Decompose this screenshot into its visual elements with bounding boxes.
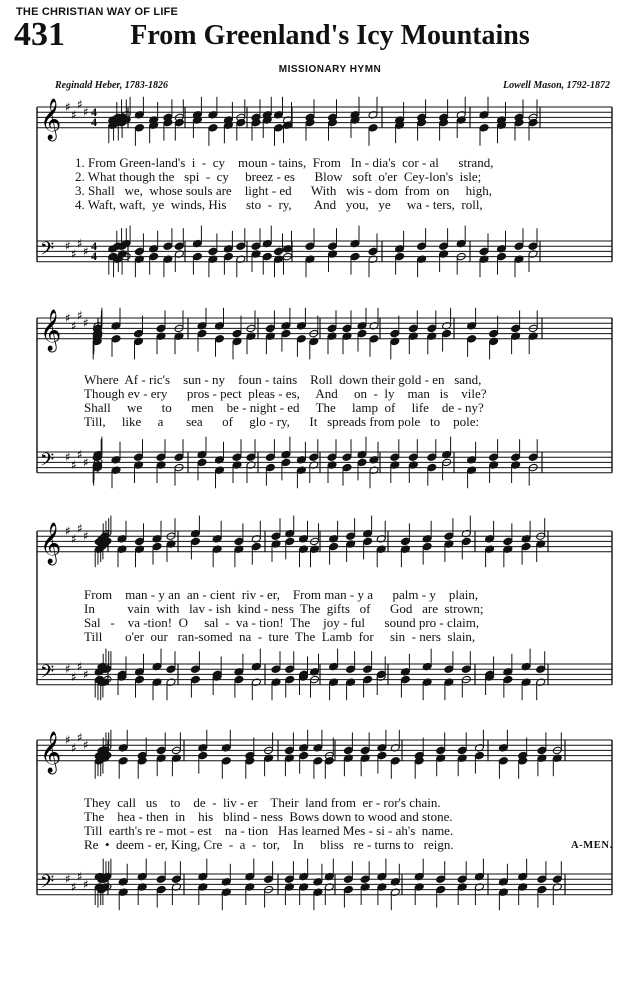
note-head [390, 329, 400, 338]
note-head [299, 751, 309, 760]
note-head [134, 329, 144, 338]
note-head [265, 453, 275, 462]
sharp-sign: ♯ [83, 877, 89, 892]
time-signature: 4 [91, 249, 97, 263]
note-head [343, 885, 353, 894]
note-head [357, 329, 367, 338]
lyric-line: 1. From Green-land's i - cy moun - tains, From In - dia's cor - al strand, [75, 155, 494, 170]
note-head [350, 252, 360, 261]
note-head [436, 885, 446, 894]
note-head [236, 242, 246, 251]
lyric-line: Till earth's re - mot - est na - tion Has learned Mes - si - ah's name. [84, 823, 454, 838]
note-head [343, 746, 353, 755]
lyric-line: Till o'er our ran-somed na - ture The Lamb for sin - ners slain, [84, 629, 476, 644]
sharp-sign: ♯ [71, 458, 77, 472]
note-head [436, 875, 446, 884]
sharp-sign: ♯ [83, 316, 89, 331]
note-head [215, 335, 225, 344]
note-head [474, 751, 484, 760]
note-head [198, 751, 208, 760]
sharp-sign: ♯ [65, 872, 71, 887]
note-head [285, 675, 295, 684]
sharp-sign: ♯ [77, 521, 83, 536]
note-head [118, 757, 128, 766]
sharp-sign: ♯ [71, 740, 77, 755]
sharp-sign: ♯ [77, 659, 83, 674]
note-head [363, 537, 373, 546]
note-head [427, 463, 437, 472]
note-head [461, 665, 471, 674]
note-head [427, 324, 437, 333]
sharp-sign: ♯ [83, 244, 89, 259]
note-head [342, 324, 352, 333]
sharp-sign: ♯ [77, 447, 83, 462]
note-head [427, 453, 437, 462]
note-head [156, 746, 166, 755]
note-head [444, 665, 454, 674]
note-head [149, 252, 159, 261]
note-head [537, 746, 547, 755]
note-head [271, 532, 281, 541]
note-head [284, 746, 294, 755]
sharp-sign: ♯ [65, 450, 71, 465]
note-head [208, 124, 218, 133]
note-head [152, 542, 162, 551]
note-head [436, 746, 446, 755]
lyric-line: In vain with lav - ish kind - ness The gifts of God are strown; [84, 601, 484, 616]
note-head [156, 885, 166, 894]
note-head [408, 324, 418, 333]
note-head [528, 453, 538, 462]
lyric-line: They call us to de - liv - er Their land from er - ror's chain. [84, 795, 441, 810]
sharp-sign: ♯ [71, 107, 77, 122]
note-head [281, 329, 291, 338]
note-head [552, 875, 562, 884]
note-head [246, 453, 256, 462]
lyric-line: The hea - then in his blind - ness Bows down to wood and stone. [84, 809, 453, 824]
sharp-sign: ♯ [77, 308, 83, 323]
note-head [537, 875, 547, 884]
note-head [357, 458, 367, 467]
sharp-sign: ♯ [83, 105, 89, 120]
note-head [327, 324, 337, 333]
note-head [234, 537, 244, 546]
note-head [368, 247, 378, 256]
bass-clef: 𝄢 [40, 239, 55, 264]
sharp-sign: ♯ [83, 667, 89, 682]
note-head [134, 453, 144, 462]
note-head [342, 463, 352, 472]
sharp-sign: ♯ [71, 247, 77, 261]
sharp-sign: ♯ [65, 733, 71, 747]
lyric-line: Sal - va -tion! O sal - va - tion! The joy - ful sound pro - claim, [84, 615, 480, 630]
sharp-sign: ♯ [83, 455, 89, 470]
lyric-line: Re • deem - er, King, Cre - a - tor, In bliss re - turns to reign. [84, 837, 454, 852]
note-head [439, 242, 449, 251]
note-head [232, 329, 242, 338]
note-head [479, 124, 489, 133]
lyric-line: 3. Shall we, whose souls are light - ed With wis - dom from on high, [75, 183, 493, 198]
note-head [166, 665, 176, 674]
note-head [223, 252, 233, 261]
bass-clef: 𝄢 [40, 872, 55, 897]
sharp-sign: ♯ [83, 738, 89, 753]
note-head [284, 875, 294, 884]
note-head [528, 242, 538, 251]
note-head [498, 757, 508, 766]
sharp-sign: ♯ [71, 531, 77, 546]
sharp-sign: ♯ [77, 97, 83, 112]
note-head [163, 242, 173, 251]
note-head [234, 675, 244, 684]
sharp-sign: ♯ [71, 880, 77, 894]
lyric-line: Till, like a sea of glo - ry, It spreads from pole to pole: [84, 414, 480, 429]
note-head [111, 335, 121, 344]
note-head [327, 453, 337, 462]
note-head [422, 542, 432, 551]
note-head [305, 242, 315, 251]
note-head [457, 875, 467, 884]
sharp-sign: ♯ [83, 529, 89, 544]
note-head [251, 542, 261, 551]
note-head [521, 542, 531, 551]
note-head [190, 537, 200, 546]
note-head [514, 242, 524, 251]
note-head [536, 665, 546, 674]
note-head [537, 885, 547, 894]
note-head [400, 675, 410, 684]
note-head [265, 324, 275, 333]
note-head [262, 252, 272, 261]
note-head [251, 242, 261, 251]
note-head [360, 746, 370, 755]
note-head [395, 252, 405, 261]
sharp-sign: ♯ [77, 730, 83, 745]
note-head [134, 247, 144, 256]
bass-clef: 𝄢 [40, 450, 55, 475]
note-head [461, 537, 471, 546]
note-head [408, 453, 418, 462]
sharp-sign: ♯ [65, 662, 71, 677]
note-head [343, 875, 353, 884]
treble-clef: 𝄞 [40, 732, 62, 773]
note-head [156, 453, 166, 462]
note-head [503, 675, 513, 684]
sharp-sign: ♯ [77, 869, 83, 884]
note-head [329, 542, 339, 551]
sharp-sign: ♯ [71, 670, 77, 684]
note-head [156, 324, 166, 333]
lyric-line: Though ev - ery pros - pect pleas - es, And on - ly man is vile? [84, 386, 487, 401]
note-head [174, 242, 184, 251]
note-head [368, 124, 378, 133]
note-head [497, 252, 507, 261]
note-head [174, 453, 184, 462]
note-head [360, 875, 370, 884]
note-head [156, 875, 166, 884]
sharp-sign: ♯ [65, 100, 71, 114]
time-signature: 4 [91, 115, 97, 129]
note-head [467, 335, 477, 344]
time-signature: 4 [91, 239, 97, 253]
note-head [281, 458, 291, 467]
note-head [417, 242, 427, 251]
note-head [489, 329, 499, 338]
note-head [369, 335, 379, 344]
note-head [135, 537, 145, 546]
sharp-sign: ♯ [65, 311, 71, 325]
author-credit: Reginald Heber, 1783-1826 [55, 80, 169, 91]
lyric-line: From man - y an an - cient riv - er, From man - y a palm - y plain, [84, 587, 479, 602]
lyric-line: 2. What though the spi - cy breez - es Blow soft o'er Cey-lon's isle; [75, 169, 482, 184]
note-head [363, 665, 373, 674]
note-head [363, 675, 373, 684]
lyric-line: 4. Waft, waft, ye winds, His sto - ry, And you, ye wa - ters, roll, [75, 197, 483, 212]
note-head [444, 532, 454, 541]
note-head [328, 242, 338, 251]
note-head [400, 537, 410, 546]
note-head [197, 329, 207, 338]
treble-clef: 𝄞 [40, 523, 62, 564]
note-head [390, 453, 400, 462]
note-head [171, 875, 181, 884]
note-head [390, 757, 400, 766]
note-head [274, 247, 284, 256]
treble-clef: 𝄞 [40, 310, 62, 351]
bass-clef: 𝄢 [40, 662, 55, 687]
tune-name: MISSIONARY HYMN [278, 64, 382, 75]
time-signature: 4 [91, 105, 97, 119]
note-head [274, 124, 284, 133]
note-head [442, 329, 452, 338]
hymn-number: 431 [14, 16, 65, 53]
treble-clef: 𝄞 [40, 99, 62, 140]
note-head [313, 757, 323, 766]
note-head [296, 335, 306, 344]
note-head [190, 665, 200, 674]
note-head [285, 537, 295, 546]
section-title: THE CHRISTIAN WAY OF LIFE [16, 6, 179, 18]
sharp-sign: ♯ [71, 318, 77, 333]
note-head [309, 453, 319, 462]
note-head [346, 532, 356, 541]
note-head [479, 247, 489, 256]
note-head [192, 252, 202, 261]
note-head [232, 453, 242, 462]
note-head [489, 453, 499, 462]
note-head [511, 324, 521, 333]
note-head [208, 247, 218, 256]
note-head [221, 757, 231, 766]
hymn-title: From Greenland's Icy Mountains [130, 20, 530, 51]
note-head [285, 665, 295, 674]
composer-credit: Lowell Mason, 1792-1872 [503, 80, 610, 91]
sharp-sign: ♯ [77, 236, 83, 251]
note-head [271, 665, 281, 674]
lyric-line: Shall we to men be - night - ed The lamp of life de - ny? [84, 400, 484, 415]
note-head [457, 746, 467, 755]
note-head [503, 537, 513, 546]
note-head [265, 463, 275, 472]
amen-label: A-MEN. [571, 840, 613, 851]
note-head [346, 665, 356, 674]
note-head [377, 751, 387, 760]
note-head [264, 875, 274, 884]
note-head [134, 124, 144, 133]
note-head [511, 453, 521, 462]
lyric-line: Where Af - ric's sun - ny foun - tains Roll down their gold - en sand, [84, 372, 482, 387]
note-head [135, 675, 145, 684]
note-head [342, 453, 352, 462]
note-head [197, 458, 207, 467]
sharp-sign: ♯ [65, 239, 71, 254]
note-head [190, 675, 200, 684]
sharp-sign: ♯ [65, 524, 71, 538]
